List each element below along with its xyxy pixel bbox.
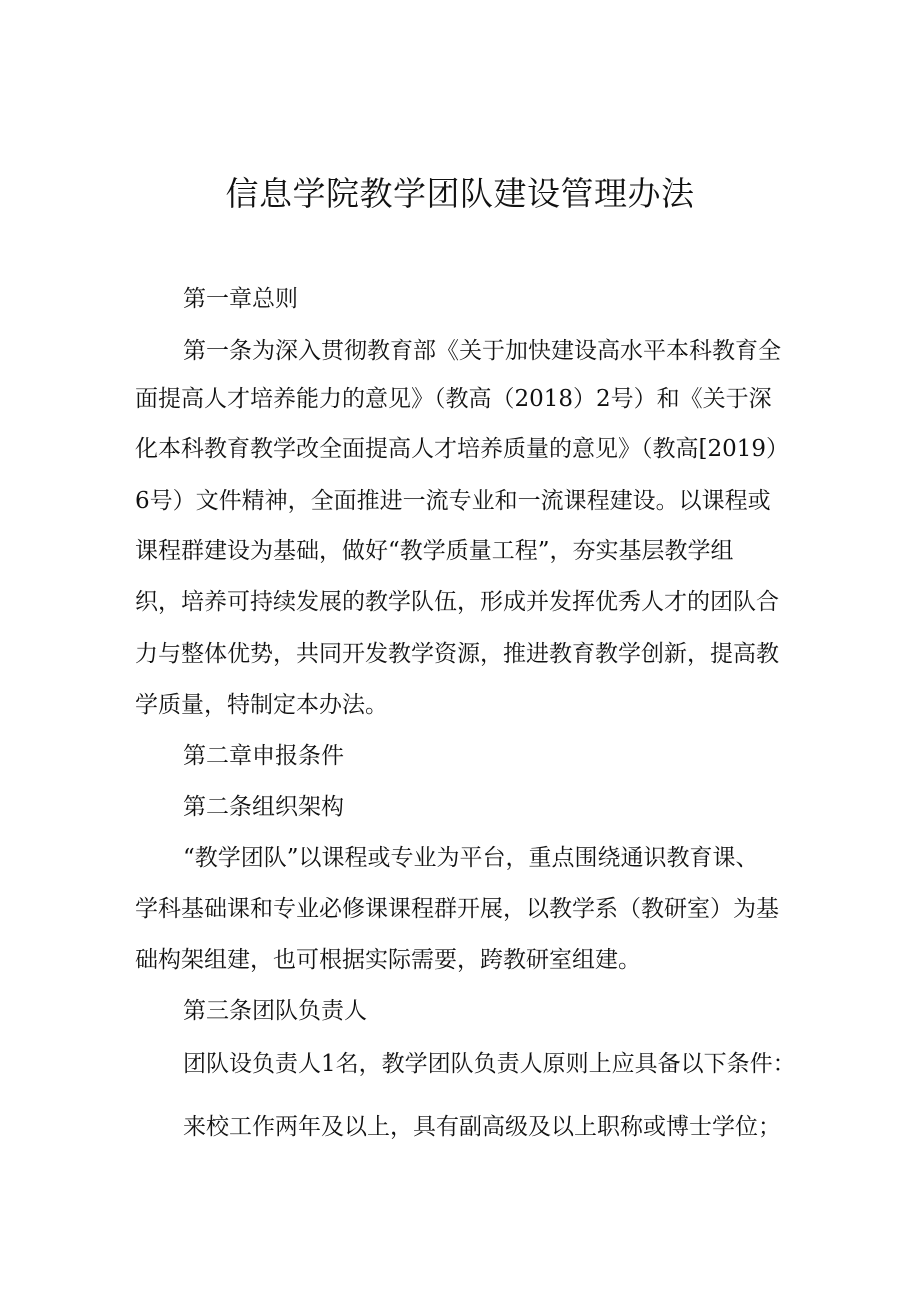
paragraph-line: 面提高人才培养能力的意见》（教高（2018）2号）和《关于深 (135, 386, 772, 412)
document-title: 信息学院教学团队建设管理办法 (225, 174, 695, 213)
article-heading-structure: 第二条组织架构 (183, 794, 344, 820)
paragraph-line: 学科基础课和专业必修课课程群开展，以教学系（教研室）为基 (135, 896, 779, 922)
paragraph-line: 第一条为深入贯彻教育部《关于加快建设高水平本科教育全 (183, 338, 781, 364)
paragraph-line: 础构架组建，也可根据实际需要，跨教研室组建。 (135, 947, 641, 973)
paragraph-line: 化本科教育教学改全面提高人才培养质量的意见》（教高[2019） (135, 436, 790, 462)
article-heading-leader: 第三条团队负责人 (183, 998, 367, 1024)
chapter-heading-general: 第一章总则 (183, 286, 298, 312)
paragraph-line: 织，培养可持续发展的教学队伍，形成并发挥优秀人才的团队合 (135, 589, 779, 615)
paragraph-line: 来校工作两年及以上，具有副高级及以上职称或博士学位； (183, 1114, 781, 1140)
chapter-heading-application: 第二章申报条件 (183, 743, 344, 769)
paragraph-line: 团队设负责人1名，教学团队负责人原则上应具备以下条件： (183, 1051, 796, 1077)
paragraph-line: 力与整体优势，共同开发教学资源，推进教育教学创新，提高教 (135, 641, 779, 667)
paragraph-line: “教学团队”以课程或专业为平台，重点围绕通识教育课、 (183, 845, 759, 871)
paragraph-line: 学质量，特制定本办法。 (135, 692, 388, 718)
paragraph-line: 课程群建设为基础，做好“教学质量工程”，夯实基层教学组 (135, 538, 734, 564)
paragraph-line: 6号）文件精神，全面推进一流专业和一流课程建设。以课程或 (135, 488, 771, 514)
